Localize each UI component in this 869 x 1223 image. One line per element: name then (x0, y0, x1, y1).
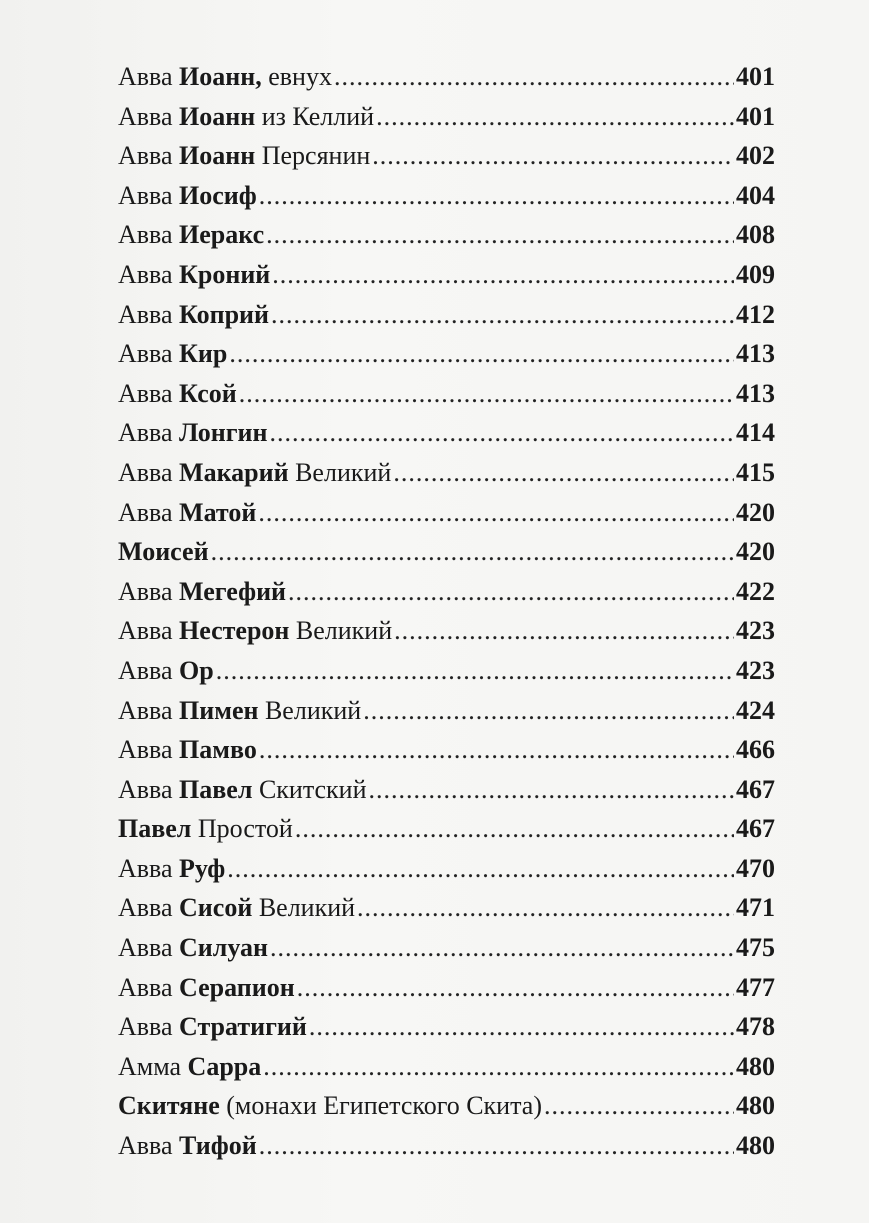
entry-name: Павел (118, 814, 192, 844)
page-number: 424 (736, 695, 775, 725)
entry-title (118, 379, 237, 409)
dot-leader (376, 102, 734, 132)
toc-entry (118, 537, 775, 577)
entry-name: Силуан (179, 933, 269, 963)
entry-name: Руф (179, 853, 226, 883)
page-number: 409 (736, 259, 775, 289)
toc-entry (118, 181, 775, 221)
dot-leader (270, 933, 734, 963)
entry-title-suffix: Великий (252, 893, 356, 923)
entry-title (118, 62, 332, 92)
entry-name: Мегефий (179, 576, 287, 606)
page-number: 413 (736, 378, 775, 408)
dot-leader (239, 379, 734, 409)
entry-name: Иеракс (179, 220, 265, 250)
entry-title (118, 933, 268, 963)
entry-name: Кроний (179, 259, 271, 289)
toc-entry (118, 656, 775, 696)
entry-title (118, 1012, 307, 1042)
entry-title-prefix: Авва (118, 774, 180, 804)
entry-title (118, 1091, 542, 1121)
entry-name: Кир (179, 339, 228, 369)
entry-name: Ор (179, 655, 214, 685)
page-number: 466 (736, 735, 775, 765)
page-number: 477 (736, 972, 775, 1002)
entry-name: Памво (179, 735, 257, 765)
entry-name: Матой (179, 497, 257, 527)
entry-name: Нестерон (179, 616, 290, 646)
dot-leader (334, 62, 734, 92)
toc-entry (118, 973, 775, 1013)
entry-title (118, 498, 256, 528)
dot-leader (394, 616, 734, 646)
page-number: 420 (736, 497, 775, 527)
entry-title (118, 300, 269, 330)
entry-title (118, 339, 227, 369)
dot-leader (259, 1131, 734, 1161)
entry-title (118, 854, 225, 884)
entry-title-prefix: Авва (118, 616, 180, 646)
page-number: 415 (736, 457, 775, 487)
dot-leader (270, 418, 734, 448)
toc-entry (118, 102, 775, 142)
entry-title (118, 220, 264, 250)
toc-entry (118, 1131, 775, 1171)
dot-leader (266, 220, 734, 250)
toc-entry (118, 735, 775, 775)
entry-title-prefix: Авва (118, 735, 180, 765)
entry-title-prefix: Авва (118, 893, 180, 923)
entry-title-prefix: Амма (118, 1051, 188, 1081)
toc-entry (118, 418, 775, 458)
entry-title-suffix: Великий (289, 616, 393, 646)
entry-title-prefix: Авва (118, 972, 180, 1002)
entry-name: Сисой (179, 893, 253, 923)
toc-entry (118, 220, 775, 260)
entry-title-prefix: Авва (118, 695, 180, 725)
entry-title-suffix: Великий (258, 695, 362, 725)
dot-leader (211, 537, 734, 567)
entry-title (118, 616, 392, 646)
entry-name: Макарий (179, 457, 289, 487)
entry-title-prefix: Авва (118, 933, 180, 963)
toc-entry (118, 379, 775, 419)
entry-title (118, 973, 295, 1003)
entry-title (118, 1052, 261, 1082)
entry-title-suffix: Скитский (252, 774, 367, 804)
dot-leader (295, 814, 734, 844)
entry-name: Иосиф (179, 180, 257, 210)
page-number: 402 (736, 141, 775, 171)
entry-title-prefix: Авва (118, 497, 180, 527)
entry-title-prefix: Авва (118, 180, 180, 210)
toc-entry (118, 854, 775, 894)
dot-leader (309, 1012, 734, 1042)
page-number: 470 (736, 853, 775, 883)
entry-title (118, 458, 391, 488)
page-number: 413 (736, 339, 775, 369)
entry-name: Лонгин (179, 418, 268, 448)
page-number: 423 (736, 616, 775, 646)
entry-title-prefix: Авва (118, 418, 180, 448)
page-number: 422 (736, 576, 775, 606)
dot-leader (227, 854, 734, 884)
entry-title-prefix: Авва (118, 101, 180, 131)
toc-entry (118, 577, 775, 617)
page-number: 471 (736, 893, 775, 923)
entry-name: Скитяне (118, 1091, 220, 1121)
toc-entry (118, 458, 775, 498)
entry-name: Иоанн, (179, 62, 262, 91)
dot-leader (393, 458, 734, 488)
entry-title-suffix: из Келлий (255, 101, 375, 131)
toc-entry (118, 1091, 775, 1131)
entry-title-prefix: Авва (118, 259, 180, 289)
dot-leader (363, 696, 734, 726)
page-number: 467 (736, 774, 775, 804)
toc-entry (118, 696, 775, 736)
entry-title (118, 775, 367, 805)
dot-leader (259, 181, 734, 211)
dot-leader (544, 1091, 734, 1121)
entry-name: Тифой (179, 1131, 257, 1161)
page-number: 475 (736, 933, 775, 963)
toc-entry (118, 814, 775, 854)
entry-name: Ксой (179, 378, 237, 408)
entry-title (118, 418, 268, 448)
entry-name: Иоанн (179, 101, 256, 131)
entry-title (118, 260, 270, 290)
entry-title-prefix: Авва (118, 299, 180, 329)
entry-title-prefix: Авва (118, 62, 180, 91)
page-number: 423 (736, 655, 775, 685)
entry-title (118, 577, 286, 607)
dot-leader (216, 656, 734, 686)
entry-title-prefix: Авва (118, 576, 180, 606)
toc-entry (118, 775, 775, 815)
dot-leader (229, 339, 734, 369)
dot-leader (258, 498, 734, 528)
entry-title-prefix: Авва (118, 339, 180, 369)
entry-name: Серапион (179, 972, 295, 1002)
entry-title (118, 893, 355, 923)
entry-title (118, 181, 257, 211)
toc-entry (118, 1012, 775, 1052)
entry-title-prefix: Авва (118, 1012, 180, 1042)
dot-leader (271, 300, 734, 330)
entry-title-prefix: Авва (118, 655, 180, 685)
page-number: 420 (736, 537, 775, 567)
entry-title-suffix: Персянин (255, 141, 371, 171)
entry-title (118, 537, 209, 567)
toc-entry (118, 1052, 775, 1092)
dot-leader (263, 1052, 734, 1082)
dot-leader (272, 260, 734, 290)
dot-leader (369, 775, 734, 805)
entry-name: Пимен (179, 695, 259, 725)
entry-title (118, 656, 214, 686)
entry-name: Коприй (179, 299, 269, 329)
page-number: 467 (736, 814, 775, 844)
toc-entry (118, 141, 775, 181)
entry-title-prefix: Авва (118, 853, 180, 883)
toc-entry (118, 62, 775, 102)
entry-title (118, 102, 374, 132)
entry-name: Моисей (118, 537, 209, 567)
page-number: 408 (736, 220, 775, 250)
toc-entry (118, 260, 775, 300)
entry-title-suffix: евнух (261, 62, 332, 91)
page-number: 480 (736, 1091, 775, 1121)
entry-title-prefix: Авва (118, 220, 180, 250)
entry-title (118, 735, 257, 765)
page-number: 414 (736, 418, 775, 448)
page-number: 480 (736, 1051, 775, 1081)
entry-title-suffix: (монахи Египетского Скита) (219, 1091, 542, 1121)
entry-name: Иоанн (179, 141, 256, 171)
table-of-contents (118, 62, 775, 1171)
dot-leader (288, 577, 734, 607)
entry-name: Сарра (187, 1051, 262, 1081)
entry-name: Стратигий (179, 1012, 307, 1042)
entry-title-prefix: Авва (118, 378, 180, 408)
entry-title (118, 696, 361, 726)
toc-entry (118, 933, 775, 973)
toc-entry (118, 300, 775, 340)
entry-title-suffix: Простой (191, 814, 293, 844)
dot-leader (372, 141, 734, 171)
page-number: 401 (736, 101, 775, 131)
page-number: 401 (736, 62, 775, 91)
toc-entry (118, 893, 775, 933)
entry-title-prefix: Авва (118, 457, 180, 487)
dot-leader (259, 735, 734, 765)
toc-entry (118, 339, 775, 379)
entry-title-prefix: Авва (118, 1131, 180, 1161)
entry-title (118, 814, 293, 844)
page-number: 480 (736, 1131, 775, 1161)
dot-leader (357, 893, 734, 923)
dot-leader (297, 973, 734, 1003)
entry-title-suffix: Великий (288, 457, 392, 487)
toc-entry (118, 616, 775, 656)
toc-entry (118, 498, 775, 538)
page-number: 478 (736, 1012, 775, 1042)
page-number: 404 (736, 180, 775, 210)
entry-title (118, 141, 370, 171)
entry-title-prefix: Авва (118, 141, 180, 171)
entry-title (118, 1131, 257, 1161)
entry-name: Павел (179, 774, 253, 804)
page-number: 412 (736, 299, 775, 329)
